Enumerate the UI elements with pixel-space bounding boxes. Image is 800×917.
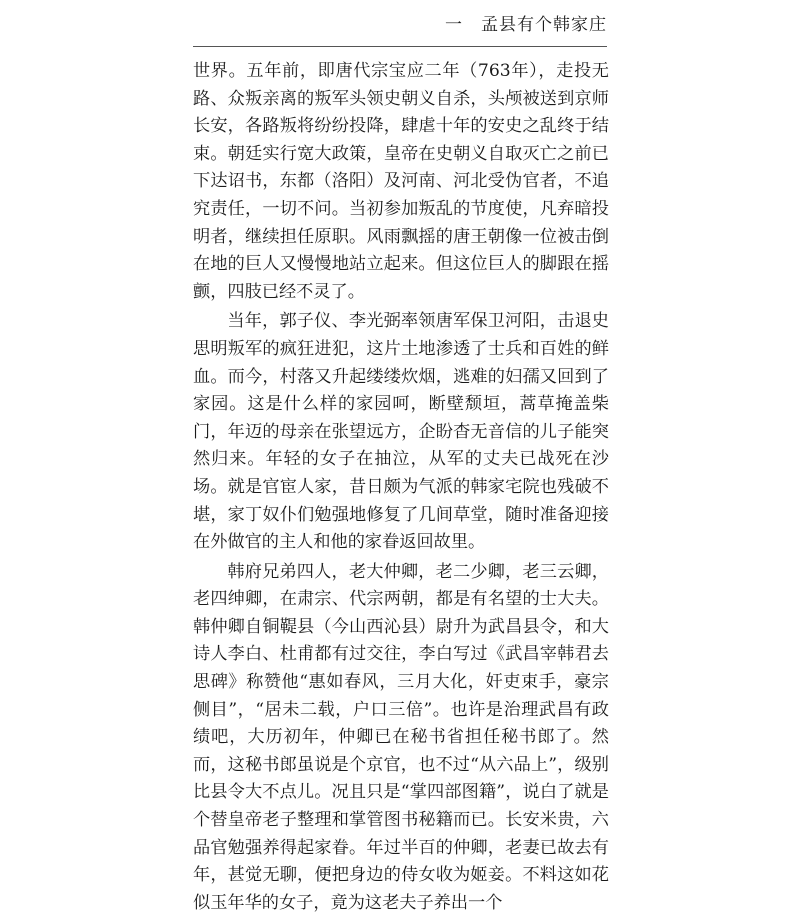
paragraph-1: 世界。五年前，即唐代宗宝应二年（763年），走投无路、众叛亲离的叛军头领史朝义自杀，头颅被送到京师长安，各路叛将纷纷投降，肆虐十年的安史之乱终于结束。朝廷实行宽大政策，皇帝在史朝义自取灭亡之前已下达诏书，东都（洛阳）及河南、河北受伪官者，不追究责任，一切不问。当初参加叛乱的节度使，凡弃暗投明者，继续担任原职。风雨飘摇的唐王朝像一位被击倒在地的巨人又慢慢地站立起来。但这位巨人的脚跟在摇颤，四肢已经不灵了。 <box>193 61 609 302</box>
paragraph-2: 当年，郭子仪、李光弼率领唐军保卫河阳，击退史思明叛军的疯狂进犯，这片土地渗透了士兵和百姓的鲜血。而今，村落又升起缕缕炊烟，逃难的妇孺又回到了家园。这是什么样的家园呵，断壁颓垣，蒿草掩盖柴门，年迈的母亲在张望远方，企盼杳无音信的儿子能突然归来。年轻的女子在抽泣，从军的丈夫已战死在沙场。就是官宦人家，昔日颇为气派的韩家宅院也残破不堪，家丁奴仆们勉强地修复了几间草堂，随时准备迎接在外做官的主人和他的家眷返回故里。 <box>193 311 609 553</box>
running-header: 一 孟县有个韩家庄 <box>445 15 607 35</box>
paragraph-3: 韩府兄弟四人，老大仲卿，老二少卿，老三云卿，老四绅卿，在肃宗、代宗两朝，都是有名望的士大夫。韩仲卿自铜鞮县（今山西沁县）尉升为武昌县令，和大诗人李白、杜甫都有过交往，李白写过《武昌宰韩君去思碑》称赞他“惠如春风，三月大化，奸吏束手，豪宗侧目”，“居未二载，户口三倍”。也许是治理武昌有政绩吧，大历初年，仲卿已在秘书省担任秘书郎了。然而，这秘书郎虽说是个京官，也不过“从六品上”，级别比县令大不点儿。况且只是“掌四部图籍”，说白了就是个替皇帝老子整理和掌管图书秘籍而已。长安米贵，六品官勉强养得起家眷。年过半百的仲卿，老妻已故去有年，甚觉无聊，便把身边的侍女收为姬妾。不料这如花似玉年华的女子，竟为这老夫子养出一个 <box>193 561 609 913</box>
body-text <box>193 58 609 917</box>
header-divider <box>193 46 607 47</box>
